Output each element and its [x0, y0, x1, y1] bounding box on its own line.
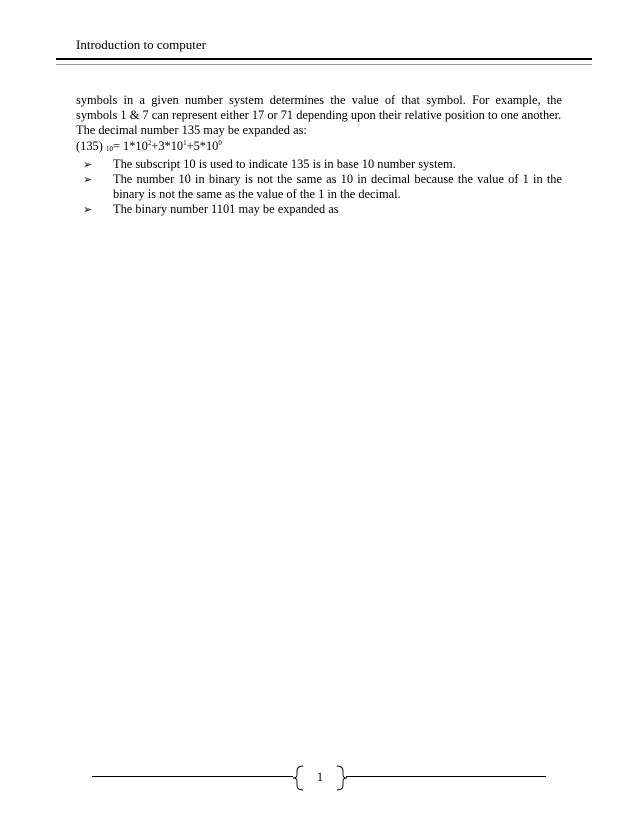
list-item: [76, 157, 562, 172]
list-item: [76, 202, 562, 217]
arrow-bullet-icon: ➢: [83, 203, 93, 217]
formula-term: = 1*10: [112, 138, 148, 153]
list-item-text: The binary number 1101 may be expanded as: [113, 202, 339, 217]
list-item-text: The subscript 10 is used to indicate 135 is in base 10 number system.: [113, 156, 456, 171]
arrow-bullet-icon: ➢: [83, 157, 93, 171]
page-number: 1: [316, 770, 324, 784]
footer-rule-left: [92, 776, 293, 777]
header-rule-thick: [56, 58, 592, 60]
formula-subscript: 10: [105, 144, 113, 153]
header-title: Introduction to computer: [76, 37, 206, 52]
formula-term: +3*10: [151, 138, 184, 153]
formula-exponent: 1: [183, 138, 187, 147]
arrow-bullet-icon: ➢: [83, 173, 93, 187]
body-paragraph: symbols in a given number system determines the value of that symbol. For example, the symbols 1 & 7 can represent either 17 or 71 depending upon their relative position to one another.: [76, 93, 562, 123]
formula-exponent: 0: [218, 138, 222, 147]
list-item: [76, 172, 562, 202]
expansion-formula: [76, 139, 562, 157]
page-content: [76, 93, 562, 218]
bullet-list: [76, 157, 562, 218]
formula-number: (135): [76, 138, 103, 153]
footer-rule-right: [346, 776, 546, 777]
body-paragraph: The decimal number 135 may be expanded as:: [76, 123, 307, 138]
formula-term: +5*10: [186, 138, 219, 153]
right-brace-icon: [334, 765, 348, 791]
header-rule-thin: [56, 64, 592, 65]
list-item-text: The number 10 in binary is not the same as 10 in decimal because the value of 1 in the binary is not the same as the value of the 1 in the decimal.: [113, 172, 562, 202]
formula-exponent: 2: [147, 138, 152, 147]
